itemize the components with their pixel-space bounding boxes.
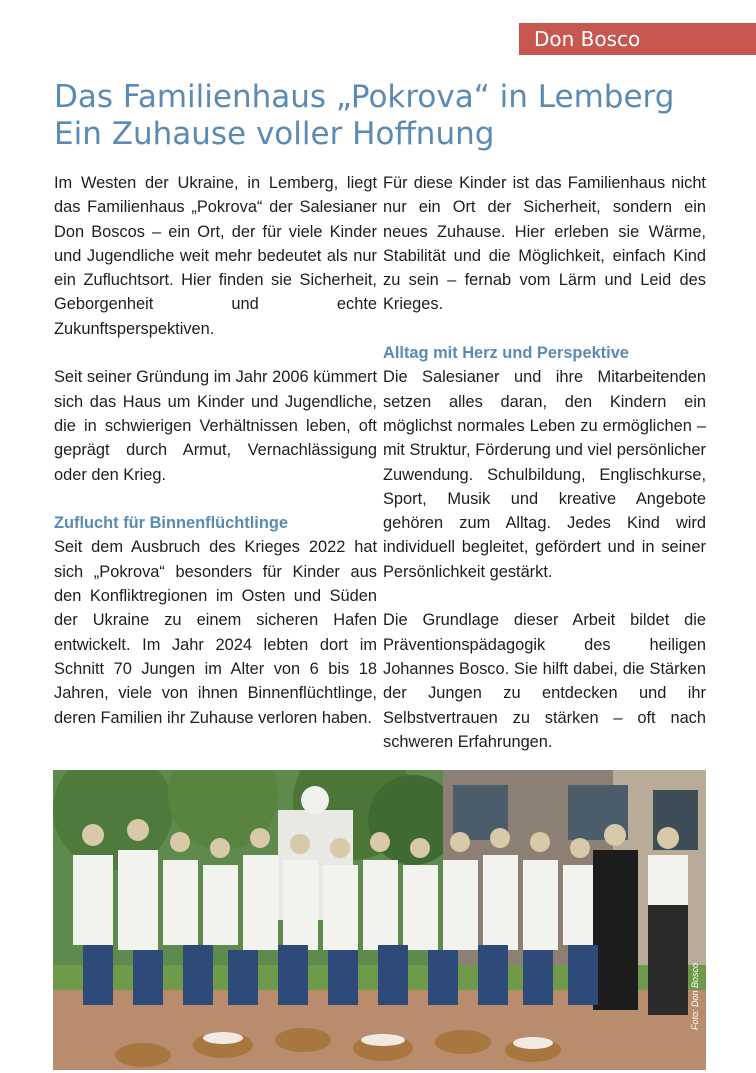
paragraph: Im Westen der Ukraine, in Lemberg, liegt das Familienhaus „Pokrova“ der Salesianer Don Boscos – ein Ort, der für viele Kinder und Jugendliche weit mehr bedeutet als nur ein Zufluchtsort. Hier finden sie Sicherheit, Geborgenheit und echte Zukunftsperspektiven. — [54, 174, 377, 338]
group-photo-illustration — [53, 770, 706, 1070]
paragraph: Seit dem Ausbruch des Krieges 2022 hat sich „Pokrova“ besonders für Kinder aus den Konfliktregionen im Osten und Süden der Ukraine zu einem sicheren Hafen entwickelt. Im Jahr 2024 lebten dort im Schnitt 70 Jungen im Alter von 6 bis 18 Jahren, viele von ihnen Binnenflüchtlinge, deren Familien ihr Zuhause verloren haben. — [54, 538, 377, 727]
paragraph: Für diese Kinder ist das Familienhaus nicht nur ein Ort der Sicherheit, sondern ein neues Zuhause. Hier erleben sie Wärme, Stabilität und die Möglichkeit, einfach Kind zu sein – fernab vom Lärm und Leid des Krieges. — [383, 174, 706, 314]
photo-credit: Foto: Don Bosco — [690, 962, 700, 1030]
paragraph: Die Grundlage dieser Arbeit bildet die Präventionspädagogik des heiligen Johannes Bosco. Sie hilft dabei, die Stärken der Jungen zu entdecken und ihr Selbstvertrauen zu stärken – oft nach schweren Erfahrungen. — [383, 611, 706, 751]
subheading: Alltag mit Herz und Perspektive — [383, 344, 629, 363]
paragraph: Die Salesianer und ihre Mitarbeitenden setzen alles daran, den Kindern ein möglichst normales Leben zu ermöglichen – mit Struktur, Förderung und viel persönlicher Zuwendung. Schulbildung, Englischkurse, Sport, Musik und kreative Angebote gehören zum Alltag. Jedes Kind wird individuell begleitet, gefördert und in seiner Persönlichkeit gestärkt. — [383, 368, 706, 581]
left-column — [54, 171, 377, 754]
subheading: Zuflucht für Binnenflüchtlinge — [54, 514, 288, 533]
right-column — [383, 171, 706, 778]
title-line-2: Ein Zuhause voller Hoffnung — [54, 116, 495, 152]
title-line-1: Das Familienhaus „Pokrova“ in Lemberg — [54, 79, 675, 115]
group-photo — [53, 770, 706, 1070]
section-tag: Don Bosco — [519, 23, 756, 55]
article-title — [54, 79, 734, 153]
paragraph: Seit seiner Gründung im Jahr 2006 kümmert sich das Haus um Kinder und Jugendliche, die in schwierigen Verhältnissen leben, oft geprägt durch Armut, Vernachlässigung oder den Krieg. — [54, 368, 377, 484]
